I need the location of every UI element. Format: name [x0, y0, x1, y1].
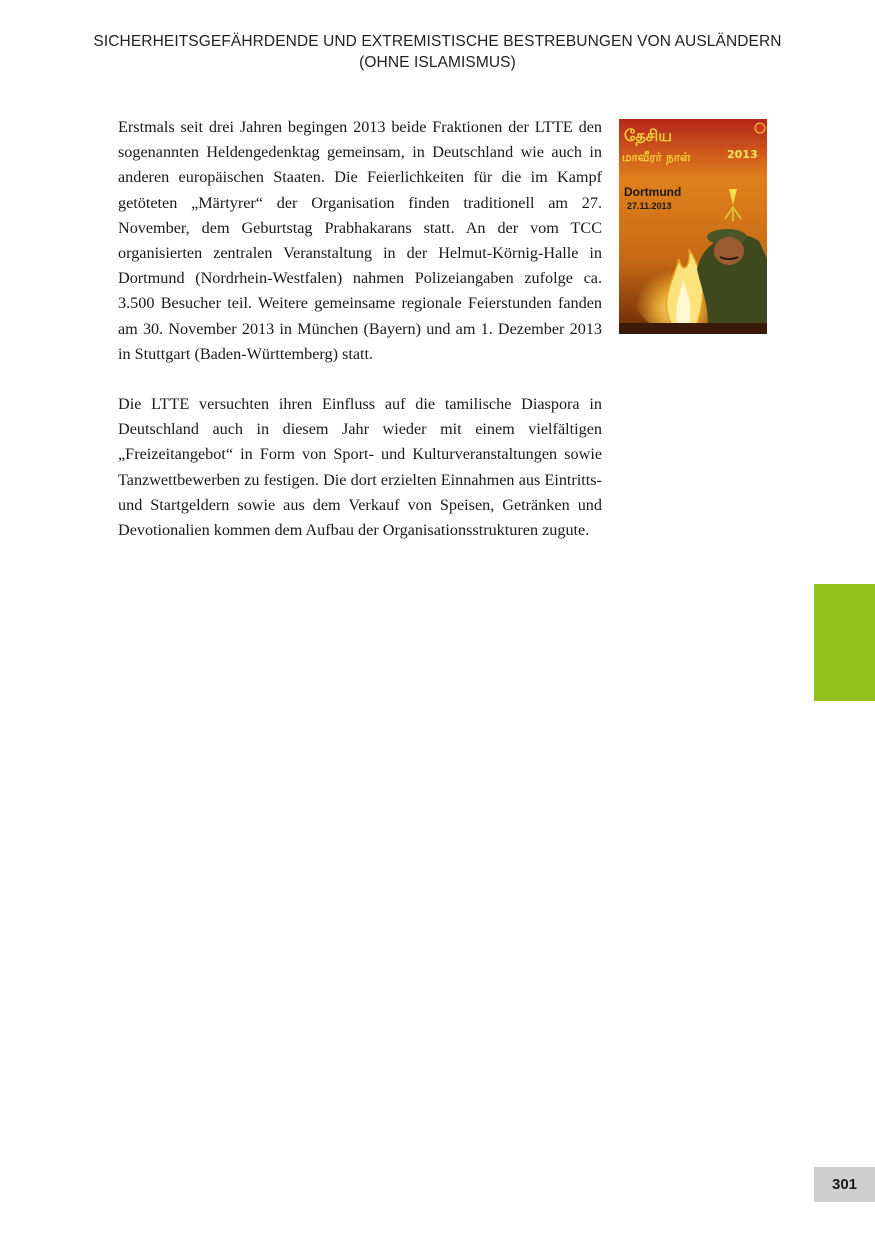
running-header-line-2: (OHNE ISLAMISMUS)	[359, 54, 516, 71]
paragraph-2: Die LTTE versuchten ihren Einfluss auf die tamilische Diaspora in Deutschland auch in diesem Jahr wieder mit einem vielfältigen „Freizeitangebot“ in Form von Sport- und Kulturveranstaltungen sowie Tanzwettbewerben zu festigen. Die dort erzielten Einnahmen aus Eintritts- und Startgeldern sowie aus dem Verkauf von Speisen, Getränken und Devotionalien kommen dem Aufbau der Organisationsstrukturen zugute.	[118, 395, 602, 540]
page-number: 301	[814, 1167, 875, 1202]
chapter-tab	[814, 584, 875, 701]
poster-year: 2013	[727, 148, 758, 161]
paragraph-1: Erstmals seit drei Jahren begingen 2013 beide Fraktionen der LTTE den sogenannten Heldengedenktag gemeinsam, in Deutschland wie auch in anderen europäischen Staaten. Die Feierlichkeiten für die im Kampf getöteten „Märtyrer“ der Organisation finden traditionell am 27. November, dem Geburtstag Prabhakarans statt. An der vom TCC organisierten zentralen Veranstaltung in der Helmut-Körnig-Halle in Dortmund (Nordrhein-Westfalen) nahmen Polizeiangaben zufolge ca. 3.500 Besucher teil. Weitere gemeinsame regionale Feierstunden fanden am 30. November 2013 in München (Bayern) und am 1. Dezember 2013 in Stuttgart (Baden-Württemberg) statt.	[118, 118, 602, 363]
running-header	[60, 31, 815, 73]
poster-title-line-1: தேசிய	[624, 126, 673, 145]
poster-title-line-2: மாவீரர் நாள்	[622, 150, 691, 164]
event-poster-image	[619, 119, 767, 334]
poster-date: 27.11.2013	[627, 201, 672, 211]
running-header-line-1: SICHERHEITSGEFÄHRDENDE UND EXTREMISTISCHE BESTREBUNGEN VON AUSLÄNDERN	[93, 33, 782, 50]
body-text	[118, 115, 602, 543]
poster-city: Dortmund	[624, 185, 682, 199]
poster-artwork	[619, 119, 767, 334]
